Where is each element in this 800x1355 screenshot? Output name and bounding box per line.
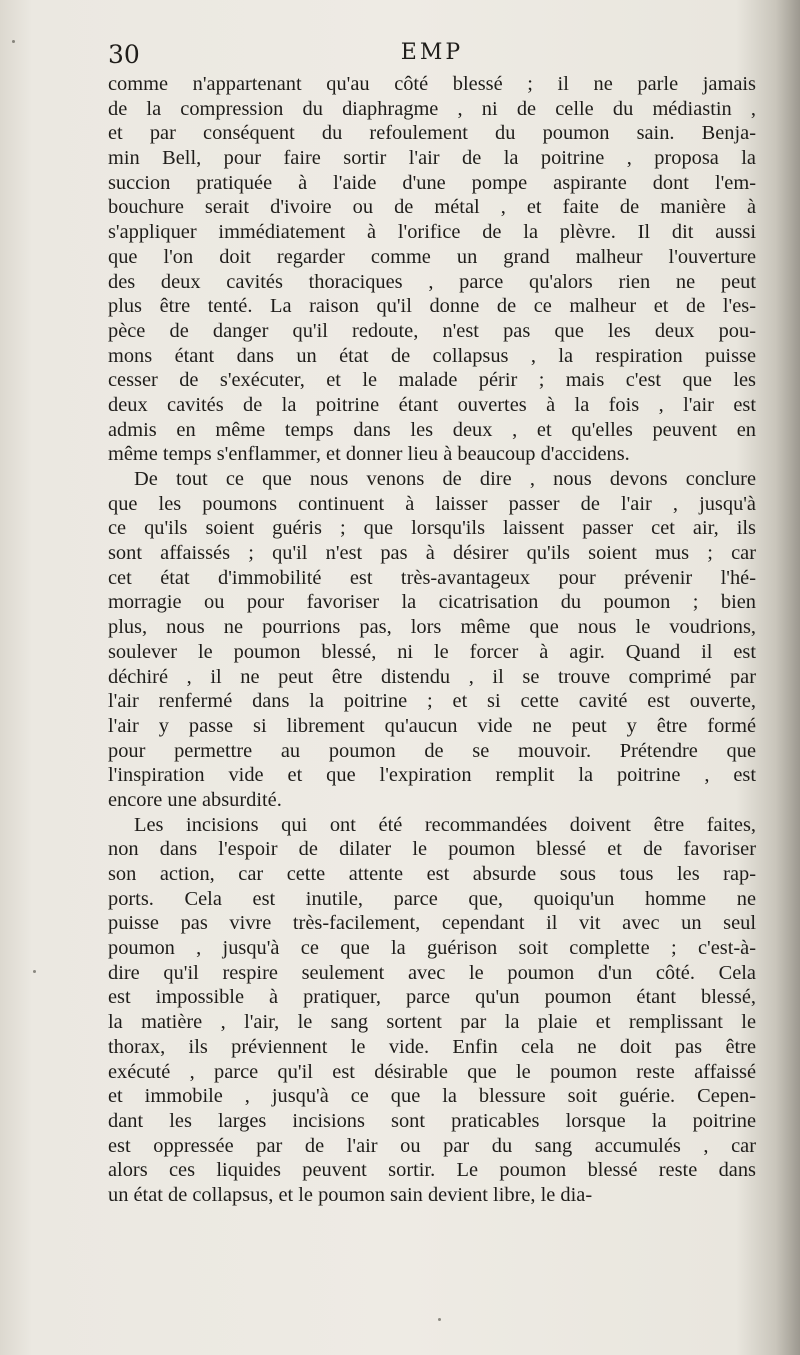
text-line: plus être tenté. La raison qu'il donne de ce malheur et de l'es- (108, 295, 756, 318)
text-line: ce qu'ils soient guéris ; que lorsqu'ils laissent passer cet air, ils (108, 517, 756, 540)
text-line: thorax, ils préviennent le vide. Enfin cela ne doit pas être (108, 1035, 756, 1058)
text-line: soulever le poumon blessé, ni le forcer à agir. Quand il est (108, 640, 756, 663)
text-line: cet état d'immobilité est très-avantageux pour prévenir l'hé- (108, 566, 756, 589)
text-line: pour permettre au poumon de se mouvoir. Prétendre que (108, 739, 756, 762)
text-line: que l'on doit regarder comme un grand malheur l'ouverture (108, 245, 756, 268)
text-line: admis en même temps dans les deux , et qu'elles peuvent en (108, 418, 756, 441)
paper-speck (438, 1318, 441, 1321)
text-line: Les incisions qui ont été recommandées doivent être faites, (134, 813, 756, 836)
page-number: 30 (108, 40, 140, 69)
text-line: et immobile , jusqu'à ce que la blessure soit guérie. Cepen- (108, 1085, 756, 1108)
text-line: de la compression du diaphragme , ni de celle du médiastin , (108, 97, 756, 120)
paragraph (108, 72, 756, 467)
text-line: même temps s'enflammer, et donner lieu à beaucoup d'accidens. (108, 443, 630, 466)
text-line: la matière , l'air, le sang sortent par la plaie et remplissant le (108, 1011, 756, 1034)
text-line: l'air renfermé dans la poitrine ; et si cette cavité est ouverte, (108, 690, 756, 713)
text-line: plus, nous ne pourrions pas, lors même que nous le voudrions, (108, 616, 756, 639)
text-line: est impossible à pratiquer, parce qu'un poumon étant blessé, (108, 986, 756, 1009)
text-line: un état de collapsus, et le poumon sain devient libre, le dia- (108, 1183, 593, 1206)
text-line: morragie ou pour favoriser la cicatrisation du poumon ; bien (108, 591, 756, 614)
text-line: dant les larges incisions sont praticables lorsque la poitrine (108, 1109, 756, 1132)
text-line: pèce de danger qu'il redoute, n'est pas que les deux pou- (108, 319, 756, 342)
text-line: s'appliquer immédiatement à l'orifice de la plèvre. Il dit aussi (108, 221, 756, 244)
text-line: comme n'appartenant qu'au côté blessé ; il ne parle jamais (108, 73, 756, 95)
text-line: mons étant dans un état de collapsus , la respiration puisse (108, 344, 756, 367)
text-line: non dans l'espoir de dilater le poumon blessé et de favoriser (108, 838, 756, 861)
text-line: déchiré , il ne peut être distendu , il se trouve comprimé par (108, 665, 756, 688)
text-line: est oppressée par de l'air ou par du sang accumulés , car (108, 1134, 756, 1157)
text-line: et par conséquent du refoulement du poumon sain. Benja- (108, 122, 756, 145)
text-line: alors ces liquides peuvent sortir. Le poumon blessé reste dans (108, 1159, 756, 1182)
text-line: ports. Cela est inutile, parce que, quoiqu'un homme ne (108, 887, 756, 910)
text-line: bouchure serait d'ivoire ou de métal , et faite de manière à (108, 196, 756, 219)
text-line: que les poumons continuent à laisser passer de l'air , jusqu'à (108, 492, 756, 515)
text-line: exécuté , parce qu'il est désirable que le poumon reste affaissé (108, 1060, 756, 1083)
text-line: encore une absurdité. (108, 788, 282, 811)
body-text (108, 72, 756, 1208)
text-line: succion pratiquée à l'aide d'une pompe aspirante dont l'em- (108, 171, 756, 194)
paper-speck (33, 970, 36, 973)
running-head: EMP (400, 40, 464, 65)
text-line: des deux cavités thoraciques , parce qu'alors rien ne peut (108, 270, 756, 293)
text-line: poumon , jusqu'à ce que la guérison soit complette ; c'est-à- (108, 937, 756, 960)
text-line: l'air y passe si librement qu'aucun vide ne peut y être formé (108, 714, 756, 737)
paragraph (108, 467, 756, 813)
text-line: sont affaissés ; qu'il n'est pas à désirer qu'ils soient mus ; car (108, 542, 756, 565)
text-line: puisse pas vivre très-facilement, cependant il vit avec un seul (108, 912, 756, 935)
text-line: De tout ce que nous venons de dire , nous devons conclure (134, 468, 756, 490)
text-line: dire qu'il respire seulement avec le poumon d'un côté. Cela (108, 961, 756, 984)
text-line: cesser de s'exécuter, et le malade périr ; mais c'est que les (108, 369, 756, 392)
text-line: min Bell, pour faire sortir l'air de la poitrine , proposa la (108, 147, 756, 170)
text-line: deux cavités de la poitrine étant ouvertes à la fois , l'air est (108, 393, 756, 416)
paper-speck (12, 40, 15, 43)
paragraph (108, 813, 756, 1208)
text-line: l'inspiration vide et que l'expiration remplit la poitrine , est (108, 764, 756, 787)
text-line: son action, car cette attente est absurde sous tous les rap- (108, 863, 756, 885)
